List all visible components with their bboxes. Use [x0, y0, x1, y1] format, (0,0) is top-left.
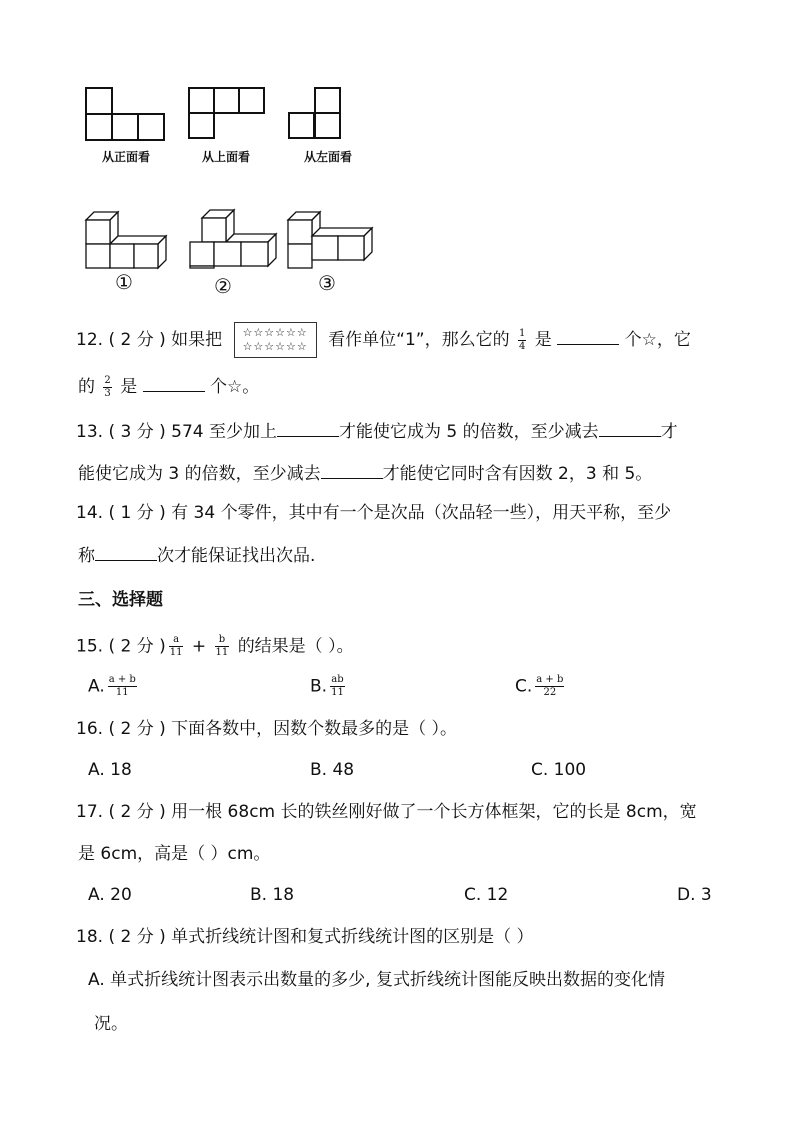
top-view-caption: 从上面看	[202, 150, 251, 164]
option-c[interactable]: C. 100	[531, 760, 587, 780]
fraction-b-over-11: $\frac{b}{11}$	[215, 634, 229, 658]
fraction-a-over-11: $\frac{a}{11}$	[169, 634, 183, 658]
answer-blank[interactable]	[95, 543, 157, 561]
score: ( 1 分 )	[108, 503, 166, 523]
answer-blank[interactable]	[277, 419, 339, 437]
option-fraction: $\frac{a + b}{11}$	[108, 674, 136, 698]
question-text: 才能使它同时含有因数 2，3 和 5。	[382, 464, 653, 484]
question-text: 是	[120, 377, 138, 397]
answer-blank[interactable]	[143, 374, 205, 392]
question-number: 18.	[76, 927, 104, 947]
score: ( 2 分 )	[108, 802, 166, 822]
question-text: 574 至少加上	[171, 422, 278, 442]
option-b[interactable]: B. 18	[250, 885, 295, 905]
question-number: 15.	[76, 636, 104, 657]
option-label: C.	[515, 676, 533, 697]
option-b[interactable]: B. 48	[310, 760, 355, 780]
question-17-line-2: 是 6cm，高是（ ）cm。	[78, 844, 271, 864]
three-view-diagrams	[80, 84, 380, 144]
question-number: 13.	[76, 422, 104, 442]
star-box	[234, 322, 317, 358]
question-text: 如果把	[171, 330, 223, 350]
question-12-line-1	[76, 322, 691, 358]
answer-blank[interactable]	[557, 327, 619, 345]
left-view-caption: 从左面看	[304, 150, 353, 164]
question-text: 的	[78, 377, 95, 397]
star-row: ☆☆☆☆☆☆	[242, 326, 308, 339]
question-text: 用一根 68cm 长的铁丝刚好做了一个长方体框架，它的长是 8cm，宽	[171, 802, 697, 822]
solid-label-2: ②	[214, 274, 232, 298]
question-number: 16.	[76, 719, 104, 739]
answer-blank[interactable]	[321, 461, 383, 479]
option-label: A.	[88, 676, 105, 697]
question-13-line-2	[78, 461, 652, 486]
question-text: 个☆。	[210, 377, 260, 397]
score: ( 3 分 )	[108, 422, 166, 442]
score: ( 2 分 )	[108, 719, 166, 739]
question-text: 有 34 个零件，其中有一个是次品（次品轻一些），用天平称，至少	[171, 503, 672, 523]
front-view-caption: 从正面看	[102, 150, 151, 164]
star-row: ☆☆☆☆☆☆	[242, 340, 308, 353]
question-text: 看作单位“1”，那么它的	[328, 330, 510, 350]
option-a-continued: 况。	[94, 1014, 128, 1034]
question-text: 单式折线统计图和复式折线统计图的区别是（ ）	[171, 927, 534, 947]
question-text: 的结果是（ ）。	[237, 636, 354, 657]
question-text: 个☆，它	[624, 330, 691, 350]
question-16	[76, 717, 457, 741]
question-text: 才	[660, 422, 678, 442]
question-number: 12.	[76, 330, 104, 350]
question-14-line-2	[78, 543, 315, 568]
solid-figures	[80, 206, 380, 276]
option-a[interactable]: A. 20	[88, 885, 132, 905]
question-14-line-1	[76, 501, 671, 525]
section-heading: 三、选择题	[78, 590, 163, 610]
question-text: 才能使它成为 5 的倍数，至少减去	[339, 422, 599, 442]
fraction-one-quarter: $\frac{1}{4}$	[518, 327, 526, 352]
option-a[interactable]: A. 18	[88, 760, 132, 780]
option-a[interactable]	[88, 674, 140, 699]
score: ( 2 分 )	[108, 330, 166, 350]
question-number: 14.	[76, 503, 104, 523]
question-text: 称	[78, 546, 95, 566]
question-number: 17.	[76, 802, 104, 822]
solid-label-1: ①	[115, 270, 133, 294]
question-15	[76, 634, 354, 659]
option-a[interactable]: A. 单式折线统计图表示出数量的多少, 复式折线统计图能反映出数据的变化情	[88, 970, 665, 990]
question-13-line-1	[76, 419, 678, 444]
question-17-line-1	[76, 800, 697, 824]
plus-sign: +	[191, 636, 207, 657]
question-text: 下面各数中，因数个数最多的是（ ）。	[171, 719, 458, 739]
question-12-line-2	[78, 374, 259, 400]
solid-label-3: ③	[318, 271, 336, 295]
option-fraction: $\frac{a + b}{22}$	[536, 674, 564, 698]
question-18	[76, 925, 534, 949]
question-text: 能使它成为 3 的倍数，至少减去	[78, 464, 321, 484]
option-fraction: $\frac{ab}{11}$	[331, 674, 344, 698]
option-b[interactable]	[310, 674, 348, 699]
score: ( 2 分 )	[108, 636, 166, 657]
score: ( 2 分 )	[108, 927, 166, 947]
question-text: 次才能保证找出次品.	[157, 546, 316, 566]
fraction-two-thirds: $\frac{2}{3}$	[104, 374, 111, 399]
option-label: B.	[310, 676, 328, 697]
question-text: 是	[534, 330, 552, 350]
option-c[interactable]: C. 12	[464, 885, 509, 905]
answer-blank[interactable]	[599, 419, 661, 437]
option-c[interactable]	[515, 674, 567, 699]
option-d[interactable]: D. 3	[677, 885, 712, 905]
